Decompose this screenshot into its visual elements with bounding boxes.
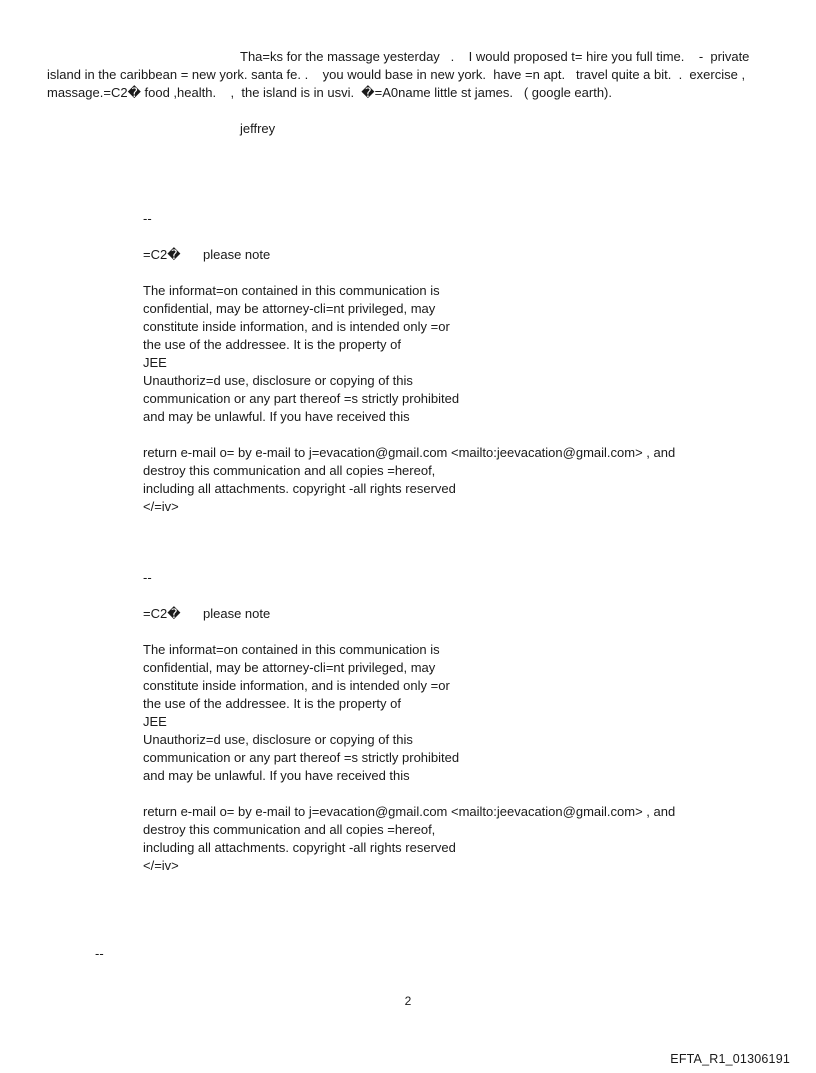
notice-line: communication or any part thereof =s strictly prohibited xyxy=(143,391,460,406)
notice-line: return e-mail o= by e-mail to j=evacation@gmail.com <mailto:jeevacation@gmail.com> , and xyxy=(143,804,676,819)
separator: -- xyxy=(143,570,152,585)
page-number: 2 xyxy=(404,994,412,1008)
notice-line: destroy this communication and all copies =hereof, xyxy=(143,463,436,478)
notice-line: and may be unlawful. If you have received this xyxy=(143,409,410,424)
confidentiality-notice xyxy=(143,605,743,875)
notice-line: </=iv> xyxy=(143,858,179,873)
message-line-1: Tha=ks for the massage yesterday . I would proposed t= hire you full time. - private xyxy=(240,49,750,64)
notice-line: including all attachments. copyright -all rights reserved xyxy=(143,481,456,496)
notice-line: communication or any part thereof =s strictly prohibited xyxy=(143,750,460,765)
notice-line: confidential, may be attorney-cli=nt privileged, may xyxy=(143,301,436,316)
notice-header xyxy=(143,246,743,264)
notice-header-code: =C2� xyxy=(143,247,181,262)
message-line-3: massage.=C2� food ,health. , the island is in usvi. �=A0name little st james. ( google earth). xyxy=(47,85,612,100)
document-id: EFTA_R1_01306191 xyxy=(670,1052,790,1066)
notice-line: confidential, may be attorney-cli=nt privileged, may xyxy=(143,660,436,675)
notice-header-text: please note xyxy=(203,247,271,262)
separator: -- xyxy=(95,946,104,961)
notice-line: The informat=on contained in this communication is xyxy=(143,283,440,298)
confidentiality-notice xyxy=(143,246,743,516)
notice-line: and may be unlawful. If you have received this xyxy=(143,768,410,783)
notice-line: including all attachments. copyright -all rights reserved xyxy=(143,840,456,855)
notice-line: </=iv> xyxy=(143,499,179,514)
notice-header-text: please note xyxy=(203,606,271,621)
notice-line: The informat=on contained in this communication is xyxy=(143,642,440,657)
notice-line: Unauthoriz=d use, disclosure or copying of this xyxy=(143,373,413,388)
notice-line: JEE xyxy=(143,355,167,370)
separator: -- xyxy=(143,211,152,226)
notice-header xyxy=(143,605,743,623)
notice-line: constitute inside information, and is intended only =or xyxy=(143,319,450,334)
notice-line: the use of the addressee. It is the property of xyxy=(143,696,401,711)
signature: jeffrey xyxy=(240,121,276,136)
notice-line: the use of the addressee. It is the property of xyxy=(143,337,401,352)
notice-header-code: =C2� xyxy=(143,606,181,621)
message-line-2: island in the caribbean = new york. santa fe. . you would base in new york. have =n apt. travel quite a bit. . exercise , xyxy=(47,67,746,82)
notice-line: return e-mail o= by e-mail to j=evacation@gmail.com <mailto:jeevacation@gmail.com> , and xyxy=(143,445,676,460)
notice-line: destroy this communication and all copies =hereof, xyxy=(143,822,436,837)
notice-line: Unauthoriz=d use, disclosure or copying of this xyxy=(143,732,413,747)
notice-line: JEE xyxy=(143,714,167,729)
notice-line: constitute inside information, and is intended only =or xyxy=(143,678,450,693)
